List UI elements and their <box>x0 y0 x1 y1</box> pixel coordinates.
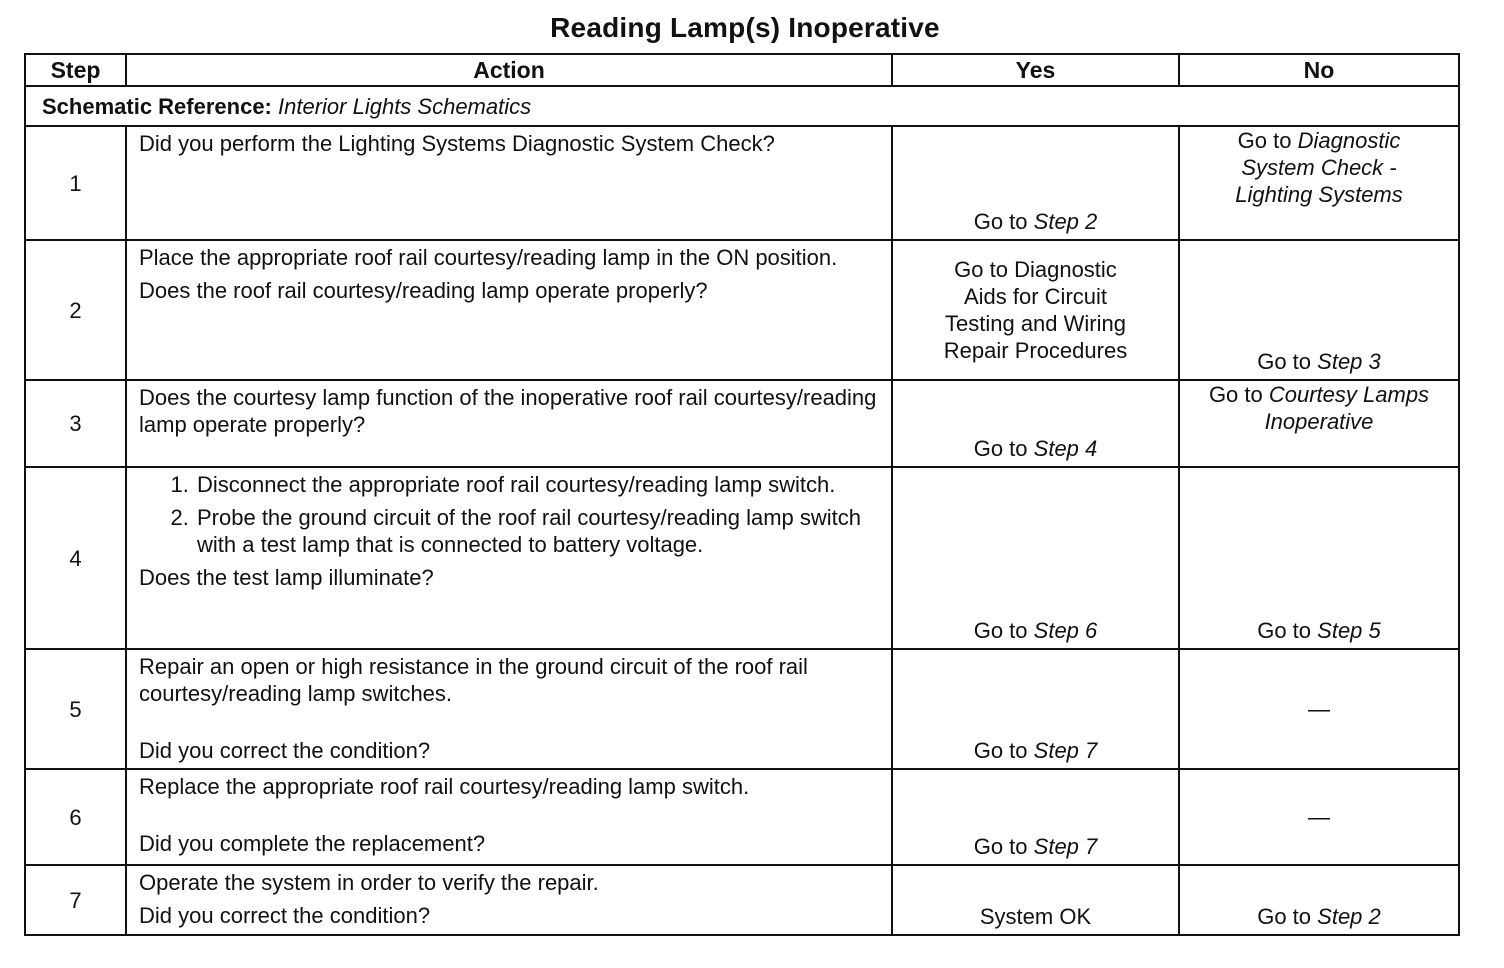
header-no: No <box>1179 54 1459 86</box>
diagnostic-table <box>24 53 1460 936</box>
table-row <box>25 865 1459 935</box>
step-number: 2 <box>25 240 126 380</box>
action-question: Did you correct the condition? <box>139 738 431 763</box>
no-goto[interactable] <box>1180 348 1458 375</box>
goto-text: Go to <box>973 738 1028 763</box>
step-link: Step 6 <box>1033 618 1098 643</box>
list-item: 1. Disconnect the appropriate roof rail courtesy/reading lamp switch. <box>195 471 881 498</box>
schematic-reference-label: Schematic Reference: <box>42 93 272 119</box>
step-number: 1 <box>25 126 126 240</box>
goto-text: Go to <box>1237 128 1292 153</box>
no-result <box>1179 865 1459 935</box>
no-dash: — <box>1308 696 1330 722</box>
yes-goto[interactable] <box>893 617 1178 644</box>
step-link: Step 7 <box>1033 834 1098 859</box>
goto-text: Go to <box>1257 618 1312 643</box>
step-action <box>126 126 892 240</box>
step-action <box>126 240 892 380</box>
goto-text: Go to <box>973 436 1028 461</box>
yes-goto[interactable] <box>893 256 1178 364</box>
action-question: Did you correct the condition? <box>139 903 431 928</box>
link-text: System Check - <box>1241 155 1397 180</box>
no-goto[interactable] <box>1180 617 1458 644</box>
yes-result <box>892 240 1179 380</box>
yes-goto[interactable] <box>893 435 1178 462</box>
action-question: Did you complete the replacement? <box>139 831 486 856</box>
yes-result <box>892 769 1179 865</box>
no-goto[interactable] <box>1180 903 1458 930</box>
table-row <box>25 649 1459 769</box>
goto-text: Go to <box>973 834 1028 859</box>
yes-result <box>892 126 1179 240</box>
no-goto[interactable] <box>1184 127 1454 208</box>
link-text: Go to Diagnostic <box>954 257 1117 282</box>
goto-text: Go to <box>1208 382 1263 407</box>
link-text: Repair Procedures <box>943 338 1128 363</box>
no-result <box>1179 126 1459 240</box>
link-text: Inoperative <box>1264 409 1374 434</box>
action-instruction: Operate the system in order to verify the repair. <box>139 870 599 895</box>
link-text: Lighting Systems <box>1235 182 1403 207</box>
step-number: 4 <box>25 467 126 649</box>
schematic-reference-row <box>25 86 1459 126</box>
step-action <box>126 769 892 865</box>
table-row <box>25 126 1459 240</box>
table-row <box>25 769 1459 865</box>
step-number: 5 <box>25 649 126 769</box>
schematic-reference-link[interactable]: Interior Lights Schematics <box>278 93 532 119</box>
no-result <box>1179 380 1459 467</box>
yes-goto[interactable] <box>893 833 1178 860</box>
yes-result <box>892 865 1179 935</box>
yes-result <box>892 467 1179 649</box>
link-text: Diagnostic <box>1297 128 1401 153</box>
table-header-row <box>25 54 1459 86</box>
yes-result <box>892 380 1179 467</box>
table-row <box>25 380 1459 467</box>
goto-text: Go to <box>973 618 1028 643</box>
goto-text: Go to <box>973 209 1028 234</box>
yes-goto[interactable] <box>893 208 1178 235</box>
step-link: Step 2 <box>1317 904 1381 929</box>
no-result <box>1179 769 1459 865</box>
link-text: Aids for Circuit <box>963 284 1108 309</box>
no-dash: — <box>1308 804 1330 830</box>
no-goto[interactable] <box>1184 381 1454 435</box>
table-row <box>25 240 1459 380</box>
step-action <box>126 380 892 467</box>
goto-text: Go to <box>1257 349 1312 374</box>
action-question: Does the courtesy lamp function of the inoperative roof rail courtesy/reading lamp operate properly? <box>139 385 877 437</box>
step-number: 7 <box>25 865 126 935</box>
action-instruction: Repair an open or high resistance in the ground circuit of the roof rail courtesy/reading lamp switches. <box>139 654 808 706</box>
yes-result <box>892 649 1179 769</box>
no-result <box>1179 649 1459 769</box>
yes-text: System OK <box>979 904 1092 929</box>
step-number: 3 <box>25 380 126 467</box>
no-result <box>1179 467 1459 649</box>
link-text: Courtesy Lamps <box>1268 382 1430 407</box>
action-instruction: Replace the appropriate roof rail courtesy/reading lamp switch. <box>139 774 750 799</box>
step-link: Step 2 <box>1033 209 1098 234</box>
schematic-reference <box>25 86 1459 126</box>
link-text: Testing and Wiring <box>945 311 1126 336</box>
header-yes: Yes <box>892 54 1179 86</box>
action-question: Does the test lamp illuminate? <box>139 565 434 590</box>
action-step-list <box>139 471 881 558</box>
step-link: Step 7 <box>1033 738 1098 763</box>
header-step: Step <box>25 54 126 86</box>
list-item: 2. Probe the ground circuit of the roof rail courtesy/reading lamp switch with a test lamp that is connected to battery voltage. <box>195 504 881 558</box>
step-link: Step 3 <box>1317 349 1381 374</box>
action-question: Did you perform the Lighting Systems Diagnostic System Check? <box>139 131 775 156</box>
yes-goto[interactable] <box>893 737 1178 764</box>
step-number: 6 <box>25 769 126 865</box>
step-link: Step 5 <box>1317 618 1381 643</box>
step-action <box>126 467 892 649</box>
action-question: Does the roof rail courtesy/reading lamp operate properly? <box>139 278 708 303</box>
page-title: Reading Lamp(s) Inoperative <box>550 12 940 43</box>
action-instruction: Place the appropriate roof rail courtesy/reading lamp in the ON position. <box>139 245 838 270</box>
table-row <box>25 467 1459 649</box>
goto-text: Go to <box>1257 904 1312 929</box>
step-link: Step 4 <box>1033 436 1098 461</box>
no-result <box>1179 240 1459 380</box>
header-action: Action <box>126 54 892 86</box>
step-action <box>126 649 892 769</box>
step-action <box>126 865 892 935</box>
